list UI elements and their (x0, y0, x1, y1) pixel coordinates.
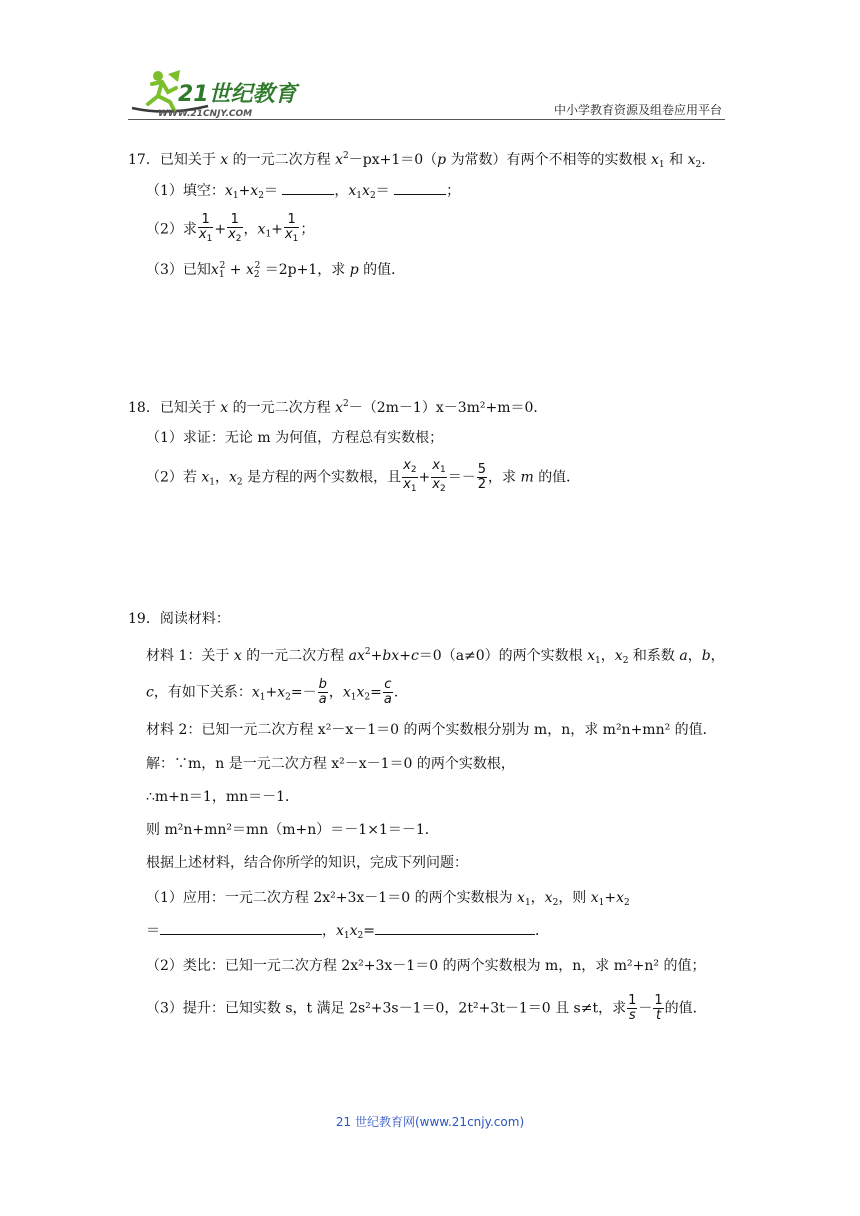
q19-part1-line2: ＝ ，$x_1x_2=$ ． (146, 920, 549, 946)
q17-number: 17． (128, 152, 160, 168)
fraction: $\frac{1}{x_1}$ (284, 212, 299, 244)
q19-solution-line3: 则 m²n+mn²＝mn（m+n）＝－1×1＝－1． (146, 822, 439, 838)
fraction: $\frac{x_1}{x_2}$ (432, 458, 446, 494)
fraction: $\frac{1}{s}$ (628, 993, 637, 1023)
site-logo (128, 66, 328, 118)
q18-part2: （2）若 $x_1$，$x_2$ 是方程的两个实数根，且 $\frac{x_2}{x_1}$ + $\frac{x_1}{x_2}$ ＝－ $\frac{5}{2}$ ，求 m 的值． (146, 458, 581, 494)
answer-blank[interactable] (394, 180, 446, 195)
page-header (0, 0, 860, 122)
page-footer: 21 世纪教育网(www.21cnjy.com) (335, 1115, 525, 1129)
platform-name: 中小学教育资源及组卷应用平台 (553, 103, 722, 117)
fraction: $\frac{c}{a}$ (383, 677, 392, 707)
q19-solution-line2: ∴m+n＝1，mn＝－1． (146, 789, 300, 805)
q17-part1: （1）填空：$x_1+x_2=$ ，$x_1x_2=$ ； (146, 180, 460, 206)
q18-part1: （1）求证：无论 m 为何值，方程总有实数根； (146, 430, 444, 446)
q19-part2: （2）类比：已知一元二次方程 2x²+3x－1＝0 的两个实数根为 m，n，求 m²+n² 的值； (146, 958, 706, 974)
q19-solution-line1: 解：∵m，n 是一元二次方程 x²－x－1＝0 的两个实数根， (146, 756, 515, 772)
q19-title: 19．阅读材料： (128, 611, 230, 627)
q19-material1-line1: 材料 1：关于 x 的一元二次方程 $ax^2+bx+c=0(a\ne 0)$的两个实数根 $x_1$，$x_2$ 和系数 a，b， (146, 647, 725, 666)
q18-number: 18． (128, 400, 160, 416)
q19-part3: （3）提升：已知实数 s，t 满足 2s²+3s－1＝0，2t²+3t－1＝0 且 s≠t，求 $\frac{1}{s}$ － $\frac{1}{t}$ 的值． (146, 993, 707, 1023)
q19-task: 根据上述材料，结合你所学的知识，完成下列问题： (146, 855, 468, 871)
header-divider (128, 119, 725, 120)
q17-stem: 17．已知关于 x 的一元二次方程 $x^2-px+1=0(p$ 为常数）有两个不相等的实数根 $x_1$ 和 $x_2$. (128, 151, 706, 170)
answer-blank[interactable] (282, 180, 334, 195)
fraction: $\frac{1}{x_2}$ (228, 212, 242, 244)
q19-number: 19． (128, 611, 160, 627)
fraction: $\frac{1}{x_1}$ (198, 212, 213, 244)
fraction: $\frac{x_2}{x_1}$ (403, 458, 417, 494)
q19-material2: 材料 2：已知一元二次方程 x²－x－1＝0 的两个实数根分别为 m，n，求 m²n+mn² 的值． (146, 722, 717, 738)
fraction: $\frac{5}{2}$ (477, 462, 486, 492)
svg-text:21世纪教育: 21世纪教育 (178, 82, 297, 107)
fraction: $\frac{1}{t}$ (654, 993, 663, 1023)
q19-part1-line1: （1）应用：一元二次方程 2x²+3x－1＝0 的两个实数根为 $x_1$，$x_2$，则 $x_1+x_2$ (146, 890, 630, 908)
q17-part3: （3）已知$x_1^2 + x_2^2 =2p+1$，求 p 的值． (146, 261, 406, 280)
answer-blank[interactable] (160, 920, 322, 935)
answer-blank[interactable] (375, 920, 535, 935)
fraction: $\frac{b}{a}$ (318, 677, 327, 707)
q19-material1-line2: c，有如下关系：$x_1+x_2=-$ $\frac{b}{a}$ ，$x_1x_2=$ $\frac{c}{a}$ . (146, 677, 399, 707)
q18-stem: 18．已知关于 x 的一元二次方程 $x^2-(2m-1)x-3m^2+m=0$． (128, 399, 548, 416)
q17-part2: （2）求 $\frac{1}{x_1}$ + $\frac{1}{x_2}$ ，$x_1+$ $\frac{1}{x_1}$ ； (146, 212, 315, 244)
svg-text:WWW.21CNJY.COM: WWW.21CNJY.COM (158, 109, 253, 118)
